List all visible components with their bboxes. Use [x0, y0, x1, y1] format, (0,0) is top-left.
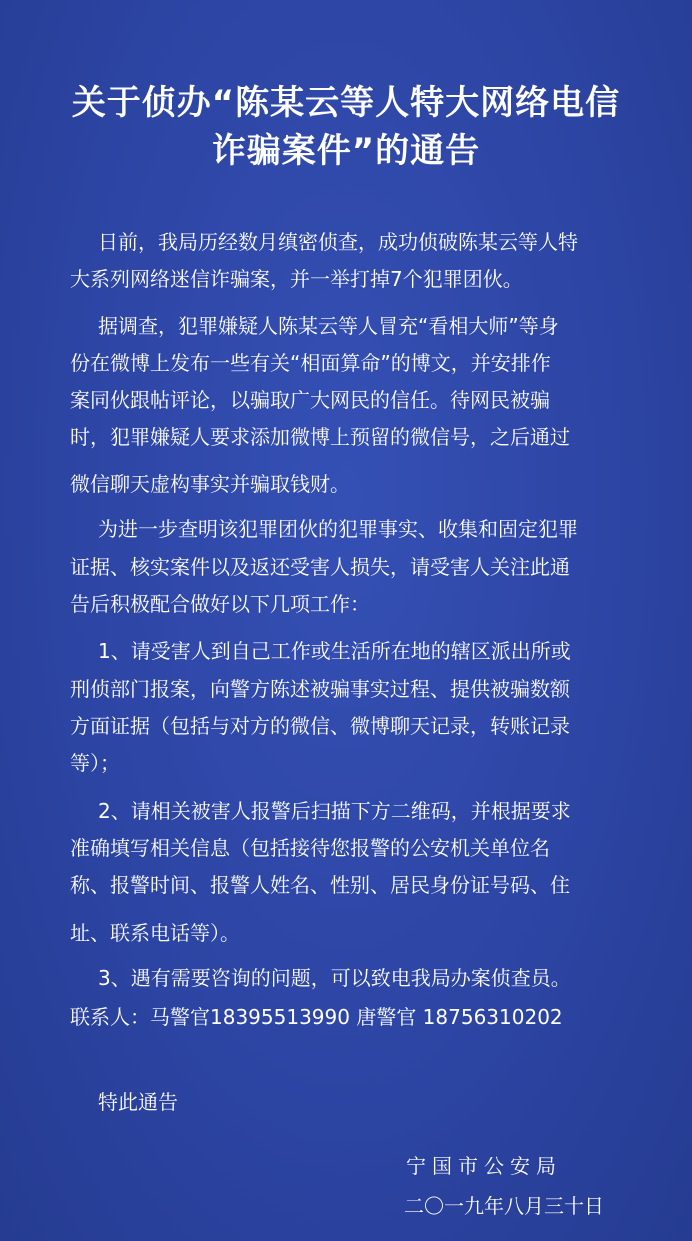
item1-line-4: 等）； [70, 751, 120, 775]
p3-line-3: 告后积极配合做好以下几项工作： [70, 592, 370, 616]
p1-line-1: 日前，我局历经数月缜密侦查，成功侦破陈某云等人特 [98, 230, 578, 254]
closing-text: 特此通告 [98, 1090, 178, 1114]
issuer-name: 宁国市公安局 [406, 1154, 562, 1178]
p2-line-2: 份在微博上发布一些有关“相面算命”的博文，并安排作 [70, 351, 551, 375]
item2-line-4: 址、联系电话等）。 [70, 921, 240, 945]
item2-line-1: 2、请相关被害人报警后扫描下方二维码，并根据要求 [98, 799, 571, 823]
item3-line: 3、遇有需要咨询的问题，可以致电我局办案侦查员。 [98, 966, 571, 990]
item1-line-3: 方面证据（包括与对方的微信、微博聊天记录，转账记录 [70, 714, 570, 738]
contact-line: 联系人：马警官18395513990 唐警官 18756310202 [70, 1005, 563, 1029]
item1-line-2: 刑侦部门报案，向警方陈述被骗事实过程、提供被骗数额 [70, 677, 570, 701]
title-line-2: 诈骗案件”的通告 [211, 131, 481, 171]
item2-line-3: 称、报警时间、报警人姓名、性别、居民身份证号码、住 [70, 873, 570, 897]
item1-line-1: 1、请受害人到自己工作或生活所在地的辖区派出所或 [98, 639, 571, 663]
title-line-1: 关于侦办“陈某云等人特大网络电信 [71, 83, 621, 123]
p2-line-3: 案同伙跟帖评论，以骗取广大网民的信任。待网民被骗 [70, 388, 550, 412]
p2-line-4: 时，犯罪嫌疑人要求添加微博上预留的微信号，之后通过 [70, 425, 570, 449]
p1-line-2: 大系列网络迷信诈骗案，并一举打掉7个犯罪团伙。 [70, 267, 523, 291]
issue-date: 二〇一九年八月三十日 [404, 1194, 604, 1218]
item2-line-2: 准确填写相关信息（包括接待您报警的公安机关单位名 [70, 836, 550, 860]
p2-line-5: 微信聊天虚构事实并骗取钱财。 [70, 472, 350, 496]
p3-line-2: 证据、核实案件以及返还受害人损失，请受害人关注此通 [70, 555, 570, 579]
p2-line-1: 据调查，犯罪嫌疑人陈某云等人冒充“看相大师”等身 [98, 314, 559, 338]
p3-line-1: 为进一步查明该犯罪团伙的犯罪事实、收集和固定犯罪 [98, 517, 578, 541]
